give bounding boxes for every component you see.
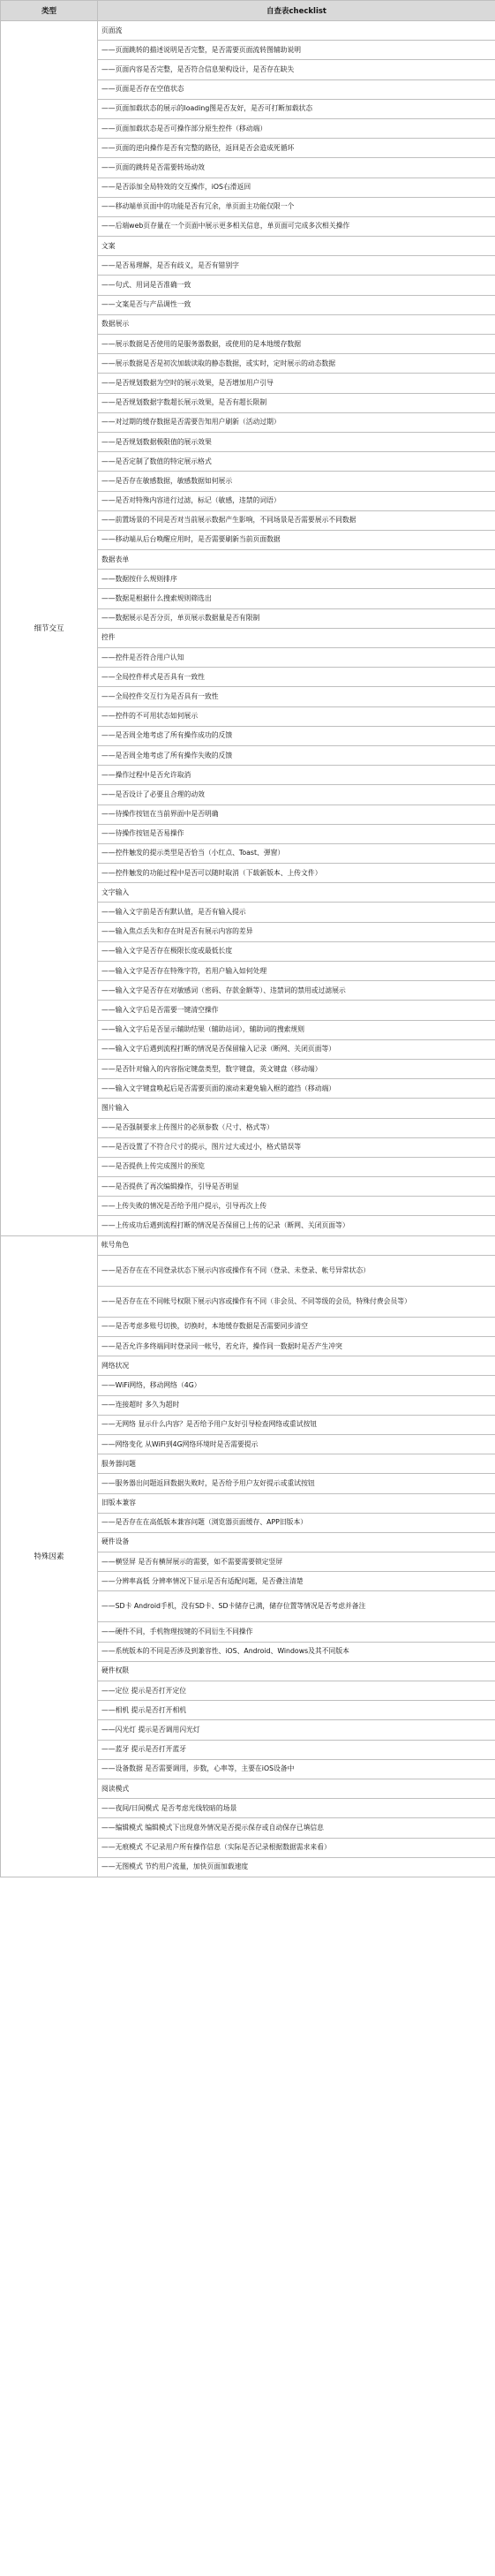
section-title: 阅读模式 bbox=[98, 1779, 495, 1798]
checklist-item: ——输入文字后是否显示辅助结果（辅助站词），辅助词的搜索规则 bbox=[98, 1020, 495, 1039]
section-title: 帐号角色 bbox=[98, 1235, 495, 1255]
checklist-item: ——是否周全地考虑了所有操作失败的反馈 bbox=[98, 745, 495, 765]
checklist-item: ——是否定制了数值的特定展示格式 bbox=[98, 452, 495, 472]
checklist-item: ——全局控件交互行为是否具有一致性 bbox=[98, 687, 495, 706]
header-checklist: 自查表checklist bbox=[98, 1, 495, 21]
checklist-item: ——无网络 显示什么内容？是否给予用户友好引导检查网络或重试按钮 bbox=[98, 1415, 495, 1434]
checklist-item: ——输入文字是否存在对敏感词（密码、存款金额等）、违禁词的禁用或过滤展示 bbox=[98, 981, 495, 1001]
checklist-item: ——是否考虑多账号切换，切换时，本地缓存数据是否需要同步清空 bbox=[98, 1317, 495, 1336]
checklist-item: ——输入文字后遇到流程打断的情况是否保留输入记录（断网、关闭页面等） bbox=[98, 1039, 495, 1059]
section-row bbox=[1, 1235, 495, 1255]
checklist-item: ——系统版本的不同是否涉及到兼容性、iOS、Android、Windows及其不同版本 bbox=[98, 1642, 495, 1661]
checklist-item: ——服务器出问题返回数据失败时，是否给予用户友好提示或重试按钮 bbox=[98, 1474, 495, 1493]
checklist-item: ——操作过程中是否允许取消 bbox=[98, 766, 495, 785]
section-title: 服务器问题 bbox=[98, 1454, 495, 1474]
section-title: 网络状况 bbox=[98, 1356, 495, 1376]
checklist-item: ——相机 提示是否打开相机 bbox=[98, 1701, 495, 1720]
checklist-item: ——页面的跳转是否需要转场动效 bbox=[98, 158, 495, 178]
section-title: 图片输入 bbox=[98, 1099, 495, 1118]
checklist-item: ——横竖屏 是否有横屏展示的需要，如不需要需要锁定竖屏 bbox=[98, 1552, 495, 1572]
section-row bbox=[1, 21, 495, 41]
checklist-item: ——移动端从后台唤醒应用时，是否需要刷新当前页面数据 bbox=[98, 530, 495, 549]
checklist-item: ——待操作按钮在当前界面中是否明确 bbox=[98, 805, 495, 824]
checklist-item: ——是否允许多终端同时登录同一帐号，若允许，操作同一数据时是否产生冲突 bbox=[98, 1337, 495, 1356]
checklist-item: ——上传失败的情况是否给予用户提示，引导再次上传 bbox=[98, 1197, 495, 1216]
checklist-item: ——全局控件样式是否具有一致性 bbox=[98, 668, 495, 687]
checklist-item: ——数据是根据什么搜索规则筛选出 bbox=[98, 589, 495, 608]
checklist-item: ——无图模式 节约用户流量，加快页面加载速度 bbox=[98, 1857, 495, 1877]
checklist-item: ——WiFi网络，移动网络（4G） bbox=[98, 1376, 495, 1395]
checklist-item: ——是否存在在不同帐号权限下展示内容或操作有不同（非会员、不同等级的会员，特殊付费会员等） bbox=[98, 1286, 495, 1317]
section-title: 硬件权限 bbox=[98, 1661, 495, 1681]
checklist-item: ——是否设计了必要且合理的动效 bbox=[98, 785, 495, 805]
checklist-item: ——展示数据是否使用的是服务器数据，或使用的是本地缓存数据 bbox=[98, 335, 495, 354]
checklist-item: ——是否规划数据字数超长展示效果，是否有超长限制 bbox=[98, 393, 495, 412]
checklist-item: ——对过期的缓存数据是否需要告知用户刷新（活动过期） bbox=[98, 412, 495, 432]
header-row bbox=[1, 1, 495, 21]
checklist-item: ——数据按什么规则排序 bbox=[98, 570, 495, 589]
checklist-item: ——是否易理解，是否有歧义，是否有错别字 bbox=[98, 256, 495, 276]
checklist-item: ——是否对特殊内容进行过滤，标记（敏感，违禁的词语） bbox=[98, 491, 495, 510]
header-type: 类型 bbox=[1, 1, 98, 21]
checklist-item: ——展示数据是否是初次加载读取的静态数据，或实时，定时展示的动态数据 bbox=[98, 354, 495, 374]
checklist-item: ——是否周全地考虑了所有操作成功的反馈 bbox=[98, 726, 495, 745]
section-title: 数据展示 bbox=[98, 314, 495, 334]
checklist-item: ——蓝牙 提示是否打开蓝牙 bbox=[98, 1740, 495, 1759]
checklist-item: ——输入文字前是否有默认值，是否有输入提示 bbox=[98, 903, 495, 922]
checklist-item: ——上传成功后遇到流程打断的情况是否保留已上传的记录（断网、关闭页面等） bbox=[98, 1216, 495, 1235]
checklist-item: ——是否针对输入的内容指定键盘类型，数字键盘，英文键盘（移动端） bbox=[98, 1059, 495, 1078]
checklist-item: ——页面加载状态是否可操作部分原生控件（移动端） bbox=[98, 118, 495, 138]
checklist-item: ——是否提供了再次编辑操作，引导是否明显 bbox=[98, 1177, 495, 1197]
checklist-item: ——输入文字是否存在特殊字符，若用户输入如何处理 bbox=[98, 962, 495, 981]
checklist-item: ——前置场景的不同是否对当前展示数据产生影响，不同场景是否需要展示不同数据 bbox=[98, 510, 495, 530]
section-title: 旧版本兼容 bbox=[98, 1493, 495, 1513]
section-title: 数据表单 bbox=[98, 550, 495, 570]
checklist-item: ——是否强制要求上传图片的必须参数（尺寸、格式等） bbox=[98, 1118, 495, 1137]
checklist-item: ——是否规划数据为空时的展示效果，是否增加用户引导 bbox=[98, 374, 495, 393]
checklist-item: ——句式、用词是否准确一致 bbox=[98, 276, 495, 295]
checklist-item: ——闪光灯 提示是否调用闪光灯 bbox=[98, 1720, 495, 1740]
checklist-item: ——是否提供上传完成图片的预览 bbox=[98, 1157, 495, 1176]
section-title: 控件 bbox=[98, 628, 495, 647]
checklist-item: ——页面跳转的描述说明是否完整，是否需要页面流转图辅助说明 bbox=[98, 41, 495, 60]
checklist-item: ——是否添加全局特效的交互操作，iOS右滑返回 bbox=[98, 178, 495, 197]
checklist-item: ——是否存在在高低版本兼容问题（浏览器页面缓存、APP旧版本） bbox=[98, 1513, 495, 1532]
checklist-item: ——输入焦点丢失和存在时是否有展示内容的差异 bbox=[98, 922, 495, 941]
checklist-item: ——页面内容是否完整，是否符合信息架构设计，是否存在缺失 bbox=[98, 60, 495, 79]
section-title: 硬件设备 bbox=[98, 1532, 495, 1552]
checklist-item: ——是否规划数据极限值的展示效果 bbox=[98, 432, 495, 451]
checklist-item: ——待操作按钮是否易操作 bbox=[98, 824, 495, 843]
section-title: 文案 bbox=[98, 237, 495, 256]
checklist-item: ——控件的不可用状态如何展示 bbox=[98, 706, 495, 726]
checklist-item: ——控件是否符合用户认知 bbox=[98, 648, 495, 668]
checklist-item: ——SD卡 Android手机，没有SD卡、SD卡储存已满，储存位置等情况是否考虑并备注 bbox=[98, 1591, 495, 1622]
checklist-item: ——设备数据 是否需要调用，步数，心率等，主要在iOS设备中 bbox=[98, 1759, 495, 1779]
section-title: 文字输入 bbox=[98, 883, 495, 903]
section-title: 页面流 bbox=[98, 21, 495, 41]
checklist-item: ——移动端单页面中的功能是否有冗余，单页面主功能仅限一个 bbox=[98, 197, 495, 216]
checklist-item: ——是否存在敏感数据，敏感数据如何展示 bbox=[98, 472, 495, 491]
checklist-item: ——输入文字是否存在极限长度或最低长度 bbox=[98, 941, 495, 961]
checklist-item: ——控件触发的提示类型是否恰当（小红点、Toast、弹窗） bbox=[98, 843, 495, 863]
checklist-item: ——页面是否存在空值状态 bbox=[98, 79, 495, 99]
checklist-item: ——控件触发的功能过程中是否可以随时取消（下载新版本、上传文件） bbox=[98, 864, 495, 883]
checklist-body bbox=[1, 21, 495, 1877]
checklist-item: ——连接超时 多久为超时 bbox=[98, 1395, 495, 1415]
checklist-item: ——输入文字键盘唤起后是否需要页面的滚动来避免输入框的遮挡（移动端） bbox=[98, 1079, 495, 1099]
checklist-item: ——夜间/日间模式 是否考虑光线较暗的场景 bbox=[98, 1799, 495, 1818]
checklist-item: ——定位 提示是否打开定位 bbox=[98, 1681, 495, 1701]
checklist-item: ——文案是否与产品调性一致 bbox=[98, 295, 495, 314]
checklist-item: ——数据展示是否分页，单页展示数据量是否有限制 bbox=[98, 608, 495, 628]
checklist-item: ——无痕模式 不记录用户所有操作信息（实际是否记录根据数据需求来看） bbox=[98, 1838, 495, 1857]
checklist-item: ——分辨率高低 分辨率情况下显示是否有适配问题，是否叠注清楚 bbox=[98, 1572, 495, 1591]
checklist-item: ——网络变化 从WiFi到4G网络环境时是否需要提示 bbox=[98, 1434, 495, 1454]
checklist-item: ——编辑模式 编辑模式下出现意外情况是否提示保存或自动保存已填信息 bbox=[98, 1818, 495, 1838]
checklist-item: ——硬件不同，手机物理按键的不同衍生不同操作 bbox=[98, 1622, 495, 1642]
checklist-item: ——输入文字后是否需要一键清空操作 bbox=[98, 1001, 495, 1020]
checklist-item: ——页面加载状态的展示的loading图是否友好，是否可打断加载状态 bbox=[98, 99, 495, 118]
category-cell: 特殊因素 bbox=[1, 1235, 98, 1877]
checklist-item: ——是否存在在不同登录状态下展示内容或操作有不同（登录、未登录、帐号异常状态） bbox=[98, 1255, 495, 1286]
checklist-item: ——页面的逆向操作是否有完整的路径，返回是否会造成死循环 bbox=[98, 139, 495, 158]
checklist-item: ——是否设置了不符合尺寸的提示，图片过大或过小，格式错误等 bbox=[98, 1137, 495, 1157]
category-cell: 细节交互 bbox=[1, 21, 98, 1236]
checklist-item: ——后端web页存量在一个页面中展示更多相关信息，单页面可完成多次相关操作 bbox=[98, 216, 495, 236]
